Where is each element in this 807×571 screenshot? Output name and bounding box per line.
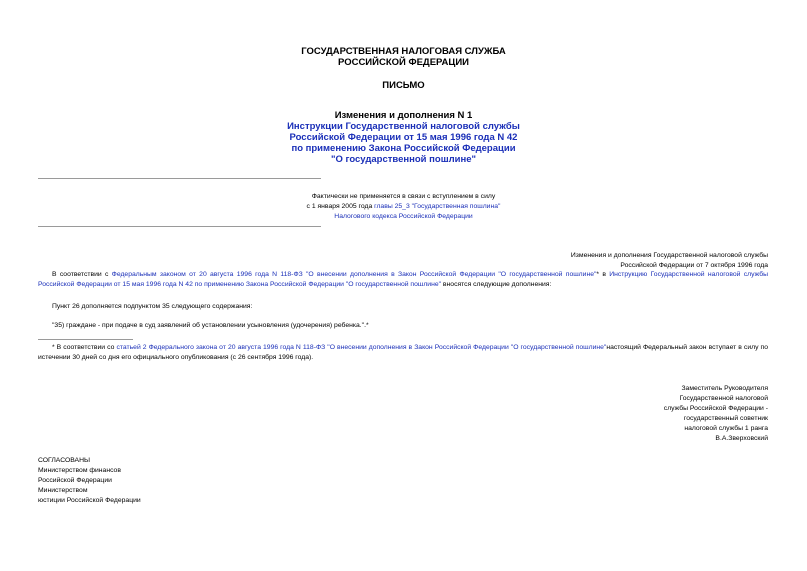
agreed-line-3: Министерством: [38, 487, 88, 494]
notice-line-1: Фактически не применяется в связи с вступлением в силу: [311, 193, 496, 200]
agreed-line-2: Российской Федерации: [38, 477, 112, 484]
amendment-intro: Пункт 26 дополняется подпунктом 35 следующего содержания:: [52, 303, 253, 310]
document-type: ПИСЬМО: [382, 80, 425, 91]
footnote-law-link[interactable]: статьей 2 Федерального закона от 20 августа 1996 года N 118-ФЗ "О внесении дополнения в Закон Российской Федерации "О государственной пошлине": [116, 344, 607, 351]
agreed-line-1: Министерством финансов: [38, 467, 121, 474]
title-link-line-1[interactable]: Инструкции Государственной налоговой службы: [287, 121, 520, 132]
signature-line-4: государственный советник: [683, 415, 768, 422]
notice-bottom-rule: [38, 226, 321, 227]
signature-line-1: Заместитель Руководителя: [681, 385, 768, 392]
approval-line-1: Изменения и дополнения Государственной налоговой службы: [570, 252, 768, 259]
footnote-rule: [38, 339, 133, 340]
notice-chapter-link[interactable]: главы 25_3 "Государственная пошлина": [374, 203, 501, 210]
document-title: [200, 110, 607, 165]
agreed-line-4: юстиции Российской Федерации: [38, 497, 141, 504]
approval-statement: [400, 251, 768, 271]
signature-name: В.А.Зверховский: [715, 435, 768, 442]
notice-top-rule: [38, 178, 321, 179]
signature-line-5: налоговой службы 1 ранга: [684, 425, 768, 432]
main-paragraph: В соответствии с Федеральным законом от 20 августа 1996 года N 118-ФЗ "О внесении дополнения в Закон Российской Федерации "О государственной пошлине"* в Инструкцию Государственной налоговой службы Российской Федерации от 15 мая 1996 года N 42 по применению Закона Российской Федерации "О государственной пошлине" вносятся следующие дополнения:: [38, 271, 768, 288]
signature-block: [500, 384, 768, 444]
title-link-line-3[interactable]: по применению Закона Российской Федерации: [291, 143, 516, 154]
agreed-title: СОГЛАСОВАНЫ: [38, 457, 91, 464]
approval-line-2: Российской Федерации от 7 октября 1996 года: [620, 262, 768, 269]
notice-line-2: с 1 января 2005 года главы 25_3 "Государственная пошлина": [306, 203, 501, 210]
applicability-notice: [200, 192, 607, 222]
agreed-block: [38, 456, 338, 506]
signature-line-2: Государственной налоговой: [679, 395, 768, 402]
issuer-line-2: РОССИЙСКОЙ ФЕДЕРАЦИИ: [337, 57, 469, 68]
title-line: Изменения и дополнения N 1: [334, 110, 473, 121]
instruction-link[interactable]: Инструкцию Государственной налоговой службы Российской Федерации от 15 мая 1996 года N 42 по применению Закона Российской Федерации "О государственной пошлине": [38, 271, 768, 288]
title-link-line-2[interactable]: Российской Федерации от 15 мая 1996 года N 42: [289, 132, 518, 143]
federal-law-link[interactable]: Федеральным законом от 20 августа 1996 года N 118-ФЗ "О внесении дополнения в Закон Российской Федерации "О государственной пошлине": [111, 271, 597, 278]
issuer-heading: [200, 46, 607, 68]
title-link-line-4[interactable]: "О государственной пошлине": [330, 154, 477, 165]
footnote: * В соответствии со статьей 2 Федерального закона от 20 августа 1996 года N 118-ФЗ "О внесении дополнения в Закон Российской Федерации "О государственной пошлине"настоящий Федеральный закон вступает в силу по истечении 30 дней со дня его официального опубликования (с 26 сентября 1996 года).: [38, 344, 768, 361]
amendment-text: "35) граждане - при подаче в суд заявлений об установлении усыновления (удочерения) ребенка.".*: [52, 322, 369, 329]
issuer-line-1: ГОСУДАРСТВЕННАЯ НАЛОГОВАЯ СЛУЖБА: [301, 46, 506, 57]
signature-line-3: службы Российской Федерации -: [663, 405, 768, 412]
notice-code-link[interactable]: Налогового кодекса Российской Федерации: [334, 213, 473, 220]
